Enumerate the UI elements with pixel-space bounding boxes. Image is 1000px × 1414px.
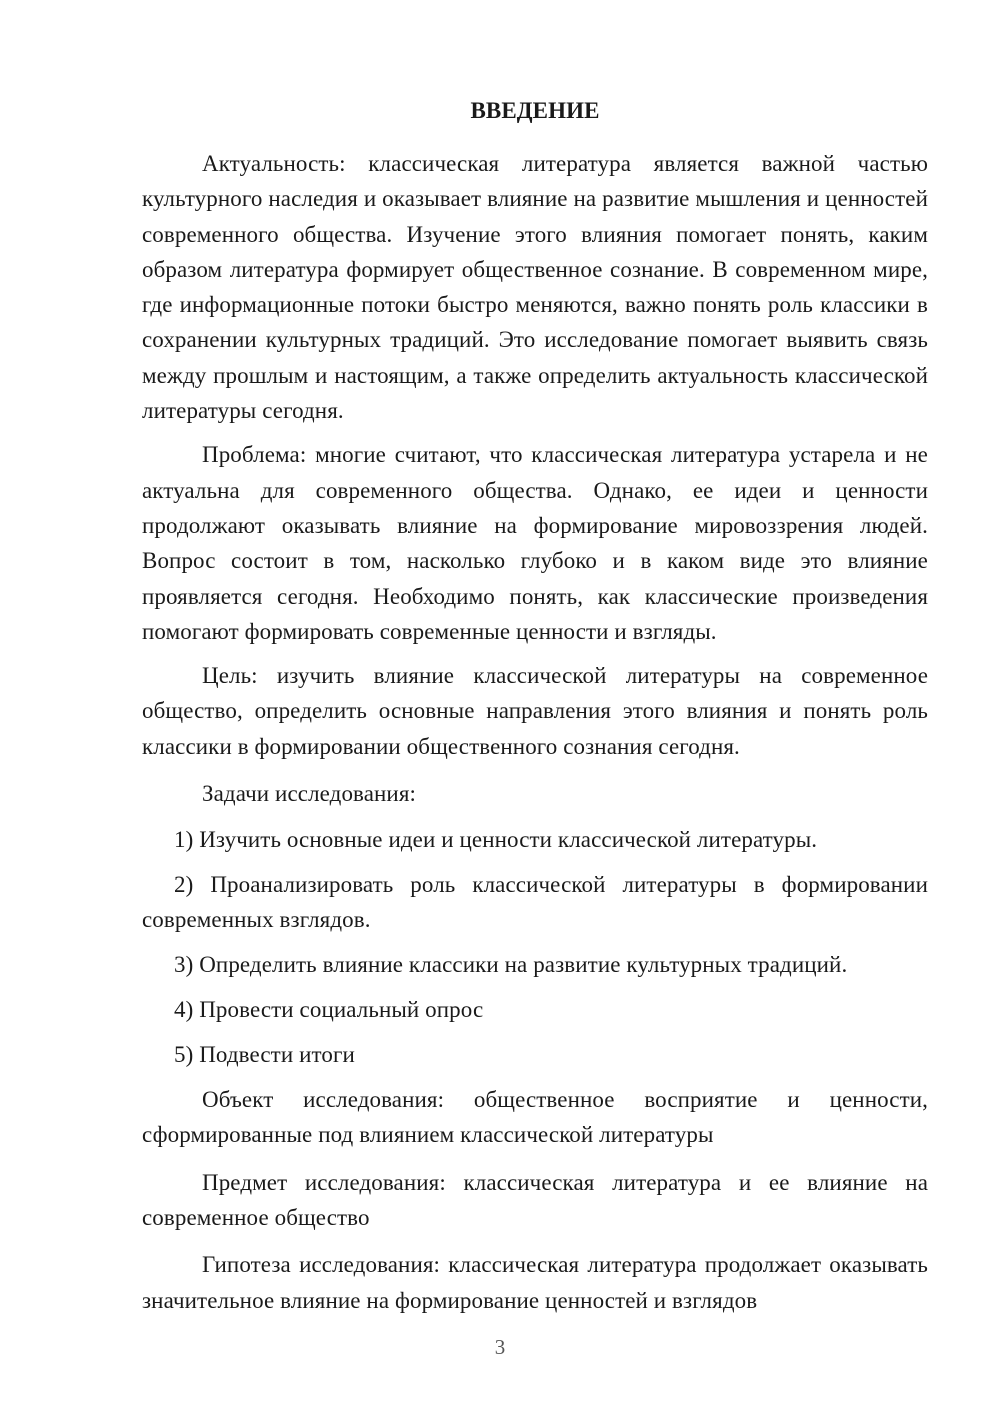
- page-content: [142, 94, 928, 1327]
- subject-paragraph: Предмет исследования: классическая литература и ее влияние на современное общество: [142, 1169, 928, 1230]
- hypothesis-paragraph: Гипотеза исследования: классическая литература продолжает оказывать значительное влияние на формирование ценностей и взглядов: [142, 1252, 928, 1313]
- task-item-3: 3) Определить влияние классики на развитие культурных традиций.: [174, 952, 848, 978]
- tasks-list: [142, 822, 928, 1072]
- page-number: 3: [494, 1335, 506, 1359]
- task-item-4: 4) Провести социальный опрос: [174, 997, 484, 1023]
- task-item-5: 5) Подвести итоги: [174, 1042, 355, 1068]
- relevance-paragraph: Актуальность: классическая литература является важной частью культурного наследия и оказывает влияние на развитие мышления и ценностей современного общества. Изучение этого влияния помогает понять, каким образом литература формирует общественное сознание. В современном мире, где информационные потоки быстро меняются, важно понять роль классики в сохранении культурных традиций. Это исследование помогает выявить связь между прошлым и настоящим, а также определить актуальность классической литературы сегодня.: [142, 151, 928, 424]
- object-paragraph: Объект исследования: общественное восприятие и ценности, сформированные под влиянием классической литературы: [142, 1087, 928, 1148]
- task-item-2: 2) Проанализировать роль классической литературы в формировании современных взглядов.: [142, 872, 928, 933]
- task-item-1: 1) Изучить основные идеи и ценности классической литературы.: [174, 827, 818, 853]
- goal-paragraph: Цель: изучить влияние классической литературы на современное общество, определить основные направления этого влияния и понять роль классики в формировании общественного сознания сегодня.: [142, 663, 928, 759]
- problem-paragraph: Проблема: многие считают, что классическая литература устарела и не актуальна для современного общества. Однако, ее идеи и ценности продолжают оказывать влияние на формирование мировоззрения людей. Вопрос состоит в том, насколько глубоко и в каком виде это влияние проявляется сегодня. Необходимо понять, как классические произведения помогают формировать современные ценности и взгляды.: [142, 442, 928, 644]
- section-title: ВВЕДЕНИЕ: [470, 98, 600, 123]
- tasks-heading: Задачи исследования:: [202, 781, 417, 807]
